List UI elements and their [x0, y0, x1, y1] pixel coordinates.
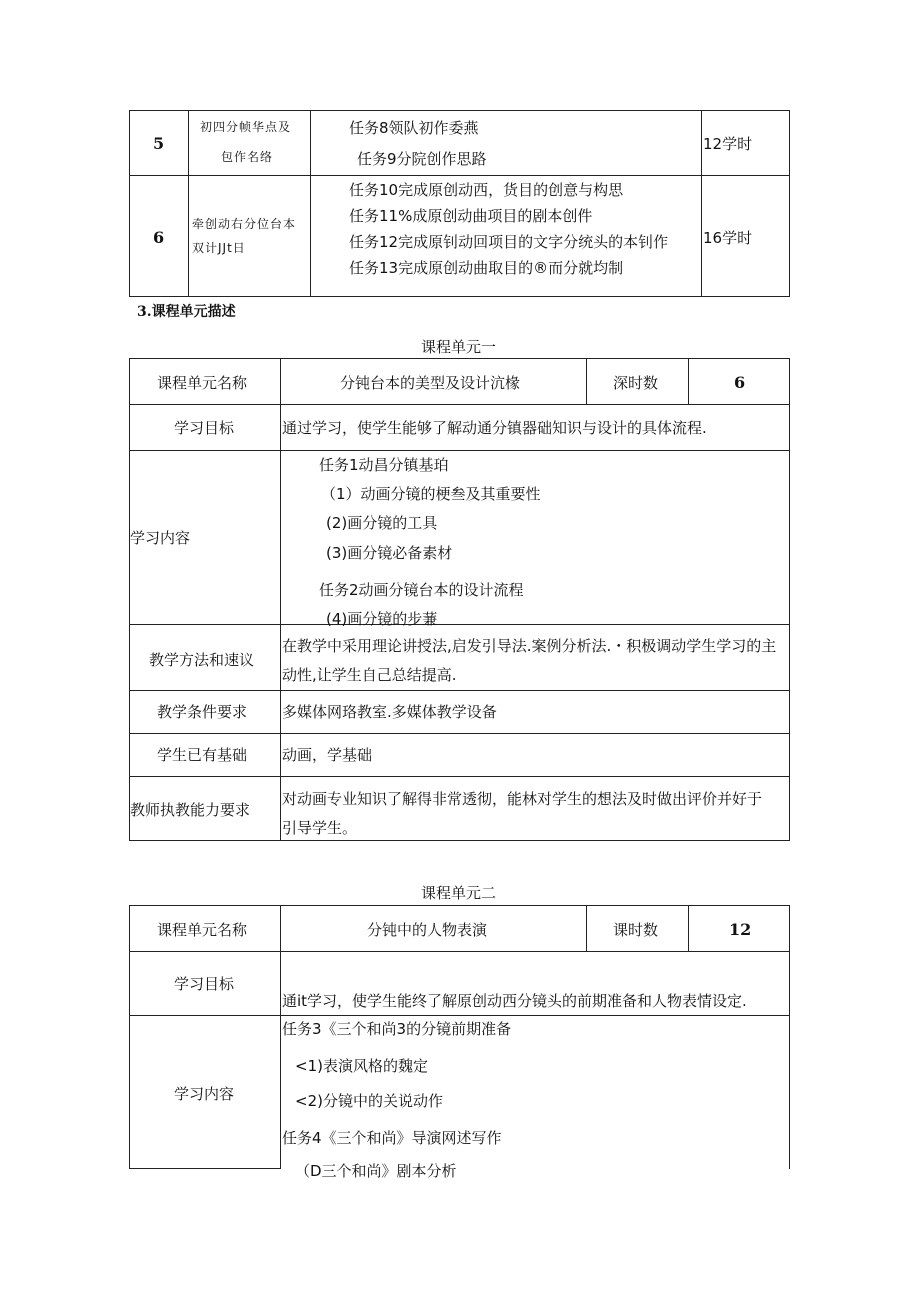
- unit-name-line: 牵创动右分位台本: [192, 217, 297, 231]
- table-divider: [586, 358, 587, 404]
- content-line: （1）动画分镜的梗叁及其重要性: [321, 485, 541, 503]
- table-row-number: 6: [153, 228, 165, 247]
- table-divider: [129, 690, 790, 691]
- hours-label: 课时数: [613, 921, 659, 939]
- course-unit-name-label: 课程单元名称: [157, 921, 248, 939]
- teaching-condition-label: 教学条件要求: [157, 703, 248, 721]
- table-divider: [129, 624, 790, 625]
- hours-value: 12学时: [703, 135, 753, 153]
- content-line: (3)画分镜必备素材: [326, 544, 453, 562]
- hours-value: 6: [734, 373, 746, 392]
- task-item: 任务11%成原创动曲项目的剧本创件: [349, 207, 593, 225]
- section-heading: 3.课程单元描述: [137, 304, 236, 320]
- hours-value: 12: [729, 920, 752, 939]
- teacher-requirement-label: 教师执教能力要求: [130, 801, 251, 819]
- table-divider: [688, 905, 689, 951]
- teaching-method-line: 动性,让学生自己总结提高.: [282, 666, 457, 684]
- learning-goal-value: 通过学习，使学生能够了解动通分镇器础知识与设计的具体流程.: [282, 419, 707, 437]
- content-line: （D三个和尚》剧本分析: [295, 1162, 457, 1180]
- course-unit-name-label: 课程单元名称: [157, 374, 248, 392]
- hours-label: 深时数: [613, 374, 659, 392]
- teaching-method-line: 在教学中采用理论讲授法,启发引导法.案例分析法.・积极调动学生学习的主: [282, 637, 777, 655]
- teaching-condition-value: 多媒体网珞教室.多媒体教学设备: [282, 703, 497, 721]
- content-line: (4)画分镜的步蒹: [326, 610, 438, 628]
- task-item: 任务13完成原创动曲取目的®而分就均制: [349, 259, 624, 277]
- task-item: 任务10完成原创动西，货目的创意与构思: [349, 181, 624, 199]
- unit-name-line: 包作名络: [221, 150, 274, 164]
- task-item: 任务12完成原钊动回项目的文字分统头的本钊作: [349, 233, 669, 251]
- unit-name-line: 初四分帧华点及: [200, 120, 292, 134]
- table-divider: [129, 1168, 281, 1169]
- learning-goal-label: 学习目标: [174, 975, 235, 993]
- learning-goal-value: 通it学习，使学生能终了解原创动西分镜头的前期准备和人物表情设定.: [282, 992, 747, 1010]
- content-line: <2)分镜中的关说动作: [295, 1092, 443, 1110]
- course-unit-name-value: 分钝中的人物表演: [367, 921, 488, 939]
- table-row-number: 5: [153, 134, 165, 153]
- learning-content-label: 学习内容: [130, 529, 191, 547]
- table-divider: [701, 110, 702, 297]
- teaching-method-label: 教学方法和速议: [149, 651, 255, 669]
- table-divider: [310, 110, 311, 297]
- table-divider: [688, 358, 689, 404]
- course-unit-name-value: 分钝台本的美型及设计沆椽: [340, 374, 521, 392]
- learning-content-label: 学习内容: [174, 1085, 235, 1103]
- content-line: 任务4《三个和尚》导演网述写作: [282, 1129, 502, 1147]
- student-basis-label: 学生已有基础: [157, 746, 248, 764]
- content-line: (2)画分镜的工具: [326, 514, 438, 532]
- content-line: 任务1动昌分镇基珀: [319, 456, 449, 474]
- table-divider: [129, 951, 790, 952]
- table-divider: [188, 110, 189, 297]
- teacher-requirement-line: 引导学生。: [282, 819, 358, 837]
- unit-name-line: 双计JJt日: [192, 241, 246, 255]
- table-divider: [129, 404, 790, 405]
- content-line: 任务3《三个和尚3的分镜前期准备: [282, 1020, 512, 1038]
- unit2-caption: 课程单元二: [421, 884, 497, 902]
- learning-content-cell: [281, 451, 789, 628]
- hours-value: 16学时: [703, 229, 753, 247]
- table-divider: [129, 733, 790, 734]
- content-line: <1)表演风格的魏定: [295, 1057, 428, 1075]
- learning-goal-label: 学习目标: [174, 419, 235, 437]
- unit1-caption: 课程单元一: [421, 338, 497, 356]
- teacher-requirement-line: 对动画专业知识了解得非常透彻，能林对学生的想法及时做出评价并好于: [282, 790, 763, 808]
- task-item: 任务9分院创作思路: [357, 150, 487, 168]
- table-divider: [129, 776, 790, 777]
- student-basis-value: 动画，学基础: [282, 746, 373, 764]
- task-item: 任务8领队初作委燕: [349, 119, 479, 137]
- content-line: 任务2动画分镜台本的设计流程: [319, 581, 524, 599]
- learning-content-cell: [281, 1016, 789, 1180]
- table-divider: [129, 175, 790, 176]
- table-divider: [586, 905, 587, 951]
